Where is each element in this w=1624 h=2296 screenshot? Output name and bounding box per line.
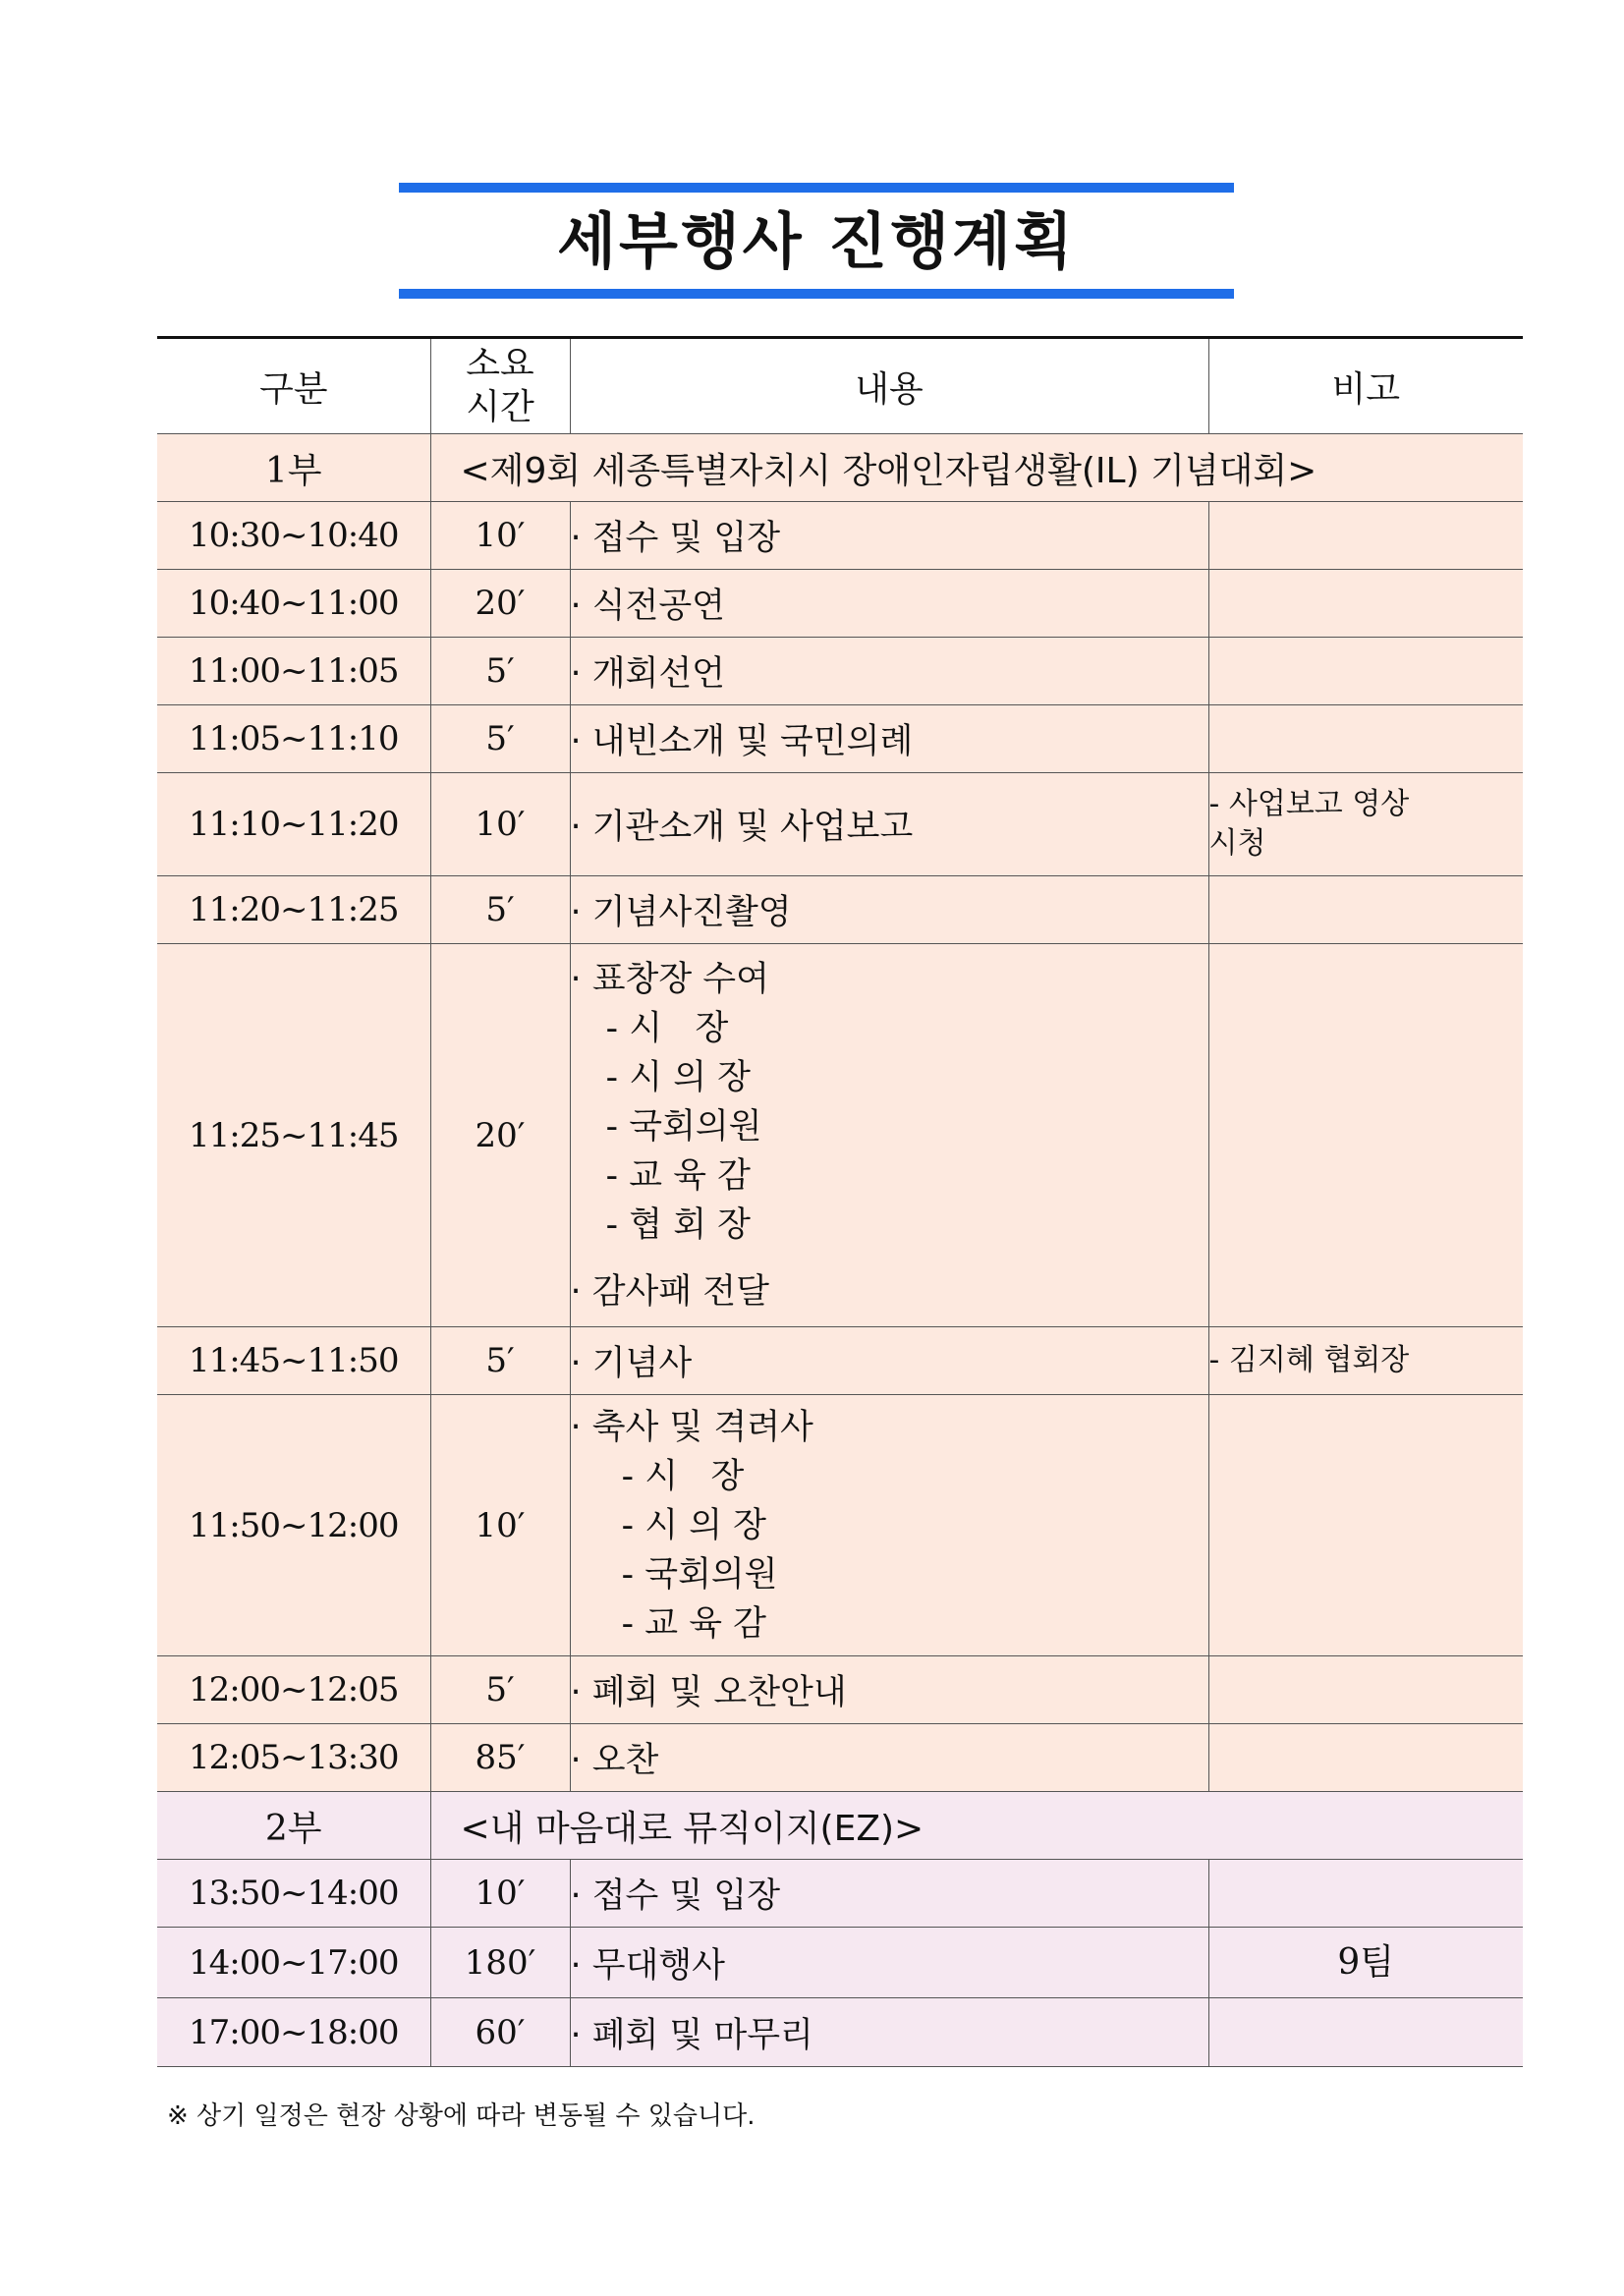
table-row	[157, 773, 1523, 876]
note-cell	[1208, 1998, 1523, 2067]
section-label: 2부	[157, 1792, 430, 1860]
content-cell: · 오찬	[570, 1724, 1208, 1792]
time-cell: 12:00~12:05	[157, 1656, 430, 1724]
time-cell: 13:50~14:00	[157, 1860, 430, 1928]
header-note: 비고	[1208, 338, 1523, 434]
content-line: · 감사패 전달	[570, 1271, 769, 1312]
content-cell	[570, 944, 1208, 1327]
time-cell: 11:25~11:45	[157, 944, 430, 1327]
content-cell: · 폐회 및 오찬안내	[570, 1656, 1208, 1724]
note-cell	[1208, 773, 1523, 876]
table-row	[157, 638, 1523, 705]
content-cell: · 기관소개 및 사업보고	[570, 773, 1208, 876]
section-title: <제9회 세종특별자치시 장애인자립생활(IL) 기념대회>	[430, 434, 1523, 502]
sub-item: - 시 의 장	[621, 1505, 766, 1545]
time-cell: 11:10~11:20	[157, 773, 430, 876]
duration-cell: 10′	[430, 502, 570, 570]
time-cell: 14:00~17:00	[157, 1928, 430, 1998]
content-cell: · 접수 및 입장	[570, 1860, 1208, 1928]
content-line: · 축사 및 격려사	[570, 1407, 813, 1447]
table-row	[157, 1860, 1523, 1928]
content-cell: · 접수 및 입장	[570, 502, 1208, 570]
table-row	[157, 705, 1523, 773]
title-top-rule	[399, 183, 1234, 193]
duration-cell: 5′	[430, 1656, 570, 1724]
time-cell: 11:20~11:25	[157, 876, 430, 944]
duration-cell: 20′	[430, 570, 570, 638]
section-row-part1	[157, 434, 1523, 502]
time-cell: 11:00~11:05	[157, 638, 430, 705]
time-cell: 12:05~13:30	[157, 1724, 430, 1792]
duration-cell: 5′	[430, 638, 570, 705]
note-cell	[1208, 502, 1523, 570]
note-line: - 사업보고 영상	[1208, 787, 1410, 821]
time-cell: 10:40~11:00	[157, 570, 430, 638]
duration-cell: 5′	[430, 876, 570, 944]
content-cell	[570, 1395, 1208, 1656]
content-cell: · 기념사	[570, 1327, 1208, 1395]
note-cell	[1208, 1860, 1523, 1928]
section-title: <내 마음대로 뮤직이지(EZ)>	[430, 1792, 1523, 1860]
table-row	[157, 570, 1523, 638]
sub-item: - 시 장	[621, 1456, 745, 1496]
duration-cell: 180′	[430, 1928, 570, 1998]
content-cell: · 기념사진촬영	[570, 876, 1208, 944]
duration-cell: 10′	[430, 1860, 570, 1928]
duration-cell: 20′	[430, 944, 570, 1327]
content-cell: · 무대행사	[570, 1928, 1208, 1998]
sub-item: - 협 회 장	[605, 1204, 751, 1245]
time-cell: 11:50~12:00	[157, 1395, 430, 1656]
sub-item: - 교 육 감	[605, 1155, 751, 1196]
sub-item: - 국회의원	[605, 1106, 762, 1147]
title-bottom-rule	[399, 289, 1234, 299]
table-header-row	[157, 338, 1523, 434]
content-cell: · 폐회 및 마무리	[570, 1998, 1208, 2067]
note-line: 시청	[1208, 826, 1266, 861]
duration-cell: 10′	[430, 773, 570, 876]
duration-cell: 85′	[430, 1724, 570, 1792]
note-cell	[1208, 1656, 1523, 1724]
sub-item: - 교 육 감	[621, 1603, 766, 1644]
note-cell: - 김지혜 협회장	[1208, 1327, 1523, 1395]
header-category: 구분	[157, 338, 430, 434]
time-cell: 11:45~11:50	[157, 1327, 430, 1395]
table-row	[157, 1327, 1523, 1395]
header-duration-line1: 소요	[466, 344, 534, 384]
duration-cell: 60′	[430, 1998, 570, 2067]
note-cell	[1208, 944, 1523, 1327]
note-cell	[1208, 705, 1523, 773]
page-title: 세부행사 진행계획	[557, 205, 1076, 277]
note-cell: 9팀	[1208, 1928, 1523, 1998]
note-cell	[1208, 1724, 1523, 1792]
sub-item: - 국회의원	[621, 1554, 778, 1595]
table-row	[157, 1998, 1523, 2067]
time-cell: 10:30~10:40	[157, 502, 430, 570]
section-label: 1부	[157, 434, 430, 502]
sub-item: - 시 장	[605, 1008, 729, 1048]
duration-cell: 10′	[430, 1395, 570, 1656]
footnote: ※ 상기 일정은 현장 상황에 따라 변동될 수 있습니다.	[167, 2101, 756, 2131]
note-cell	[1208, 1395, 1523, 1656]
note-cell	[1208, 876, 1523, 944]
header-duration	[430, 338, 570, 434]
header-duration-line2: 시간	[466, 387, 534, 427]
title-block	[399, 183, 1234, 301]
duration-cell: 5′	[430, 1327, 570, 1395]
table-row	[157, 1656, 1523, 1724]
content-cell: · 내빈소개 및 국민의례	[570, 705, 1208, 773]
duration-cell: 5′	[430, 705, 570, 773]
content-cell: · 개회선언	[570, 638, 1208, 705]
content-line: · 표창장 수여	[570, 959, 769, 999]
content-cell: · 식전공연	[570, 570, 1208, 638]
note-cell	[1208, 638, 1523, 705]
section-row-part2	[157, 1792, 1523, 1860]
table-row	[157, 1928, 1523, 1998]
table-row	[157, 1724, 1523, 1792]
table-row	[157, 1395, 1523, 1656]
table-row	[157, 502, 1523, 570]
schedule-table	[157, 336, 1523, 2067]
note-cell	[1208, 570, 1523, 638]
time-cell: 17:00~18:00	[157, 1998, 430, 2067]
time-cell: 11:05~11:10	[157, 705, 430, 773]
table-row	[157, 944, 1523, 1327]
sub-item: - 시 의 장	[605, 1057, 751, 1097]
table-row	[157, 876, 1523, 944]
header-content: 내용	[570, 338, 1208, 434]
